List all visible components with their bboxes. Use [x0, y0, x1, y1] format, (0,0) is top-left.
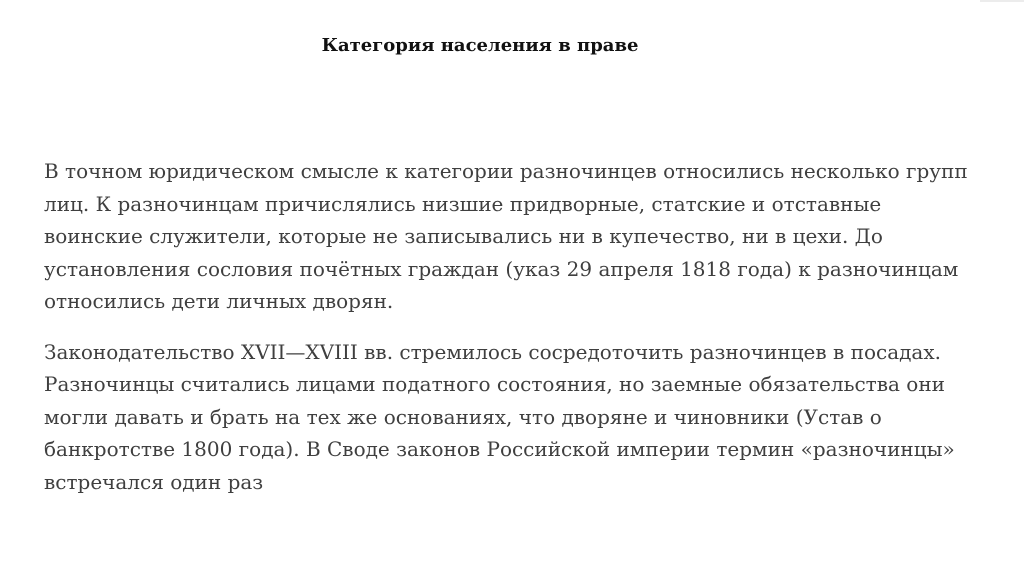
paragraph-legislation: Законодательство XVII—XVIII вв. стремилось сосредоточить разночинцев в посадах. Разночинцы считались лицами податного состояния, но заемные обязательства они могли давать и брать на тех же основаниях, что дворяне и чиновники (Устав о банкротстве 1800 года). В Своде законов Российской империи термин «разночинцы» встречался один раз: [44, 339, 955, 494]
paragraph-legal-definition: В точном юридическом смысле к категории разночинцев относились несколько групп лиц. К разночинцам причислялись низшие придворные, статские и отставные воинские служители, которые не записывались ни в купечество, ни в цехи. До установления сословия почётных граждан (указ 29 апреля 1818 года) к разночинцам относились дети личных дворян.: [44, 159, 968, 313]
slide-title: Категория населения в праве: [321, 35, 639, 56]
corner-decoration-line: [980, 0, 1024, 2]
slide-body: [44, 155, 984, 498]
